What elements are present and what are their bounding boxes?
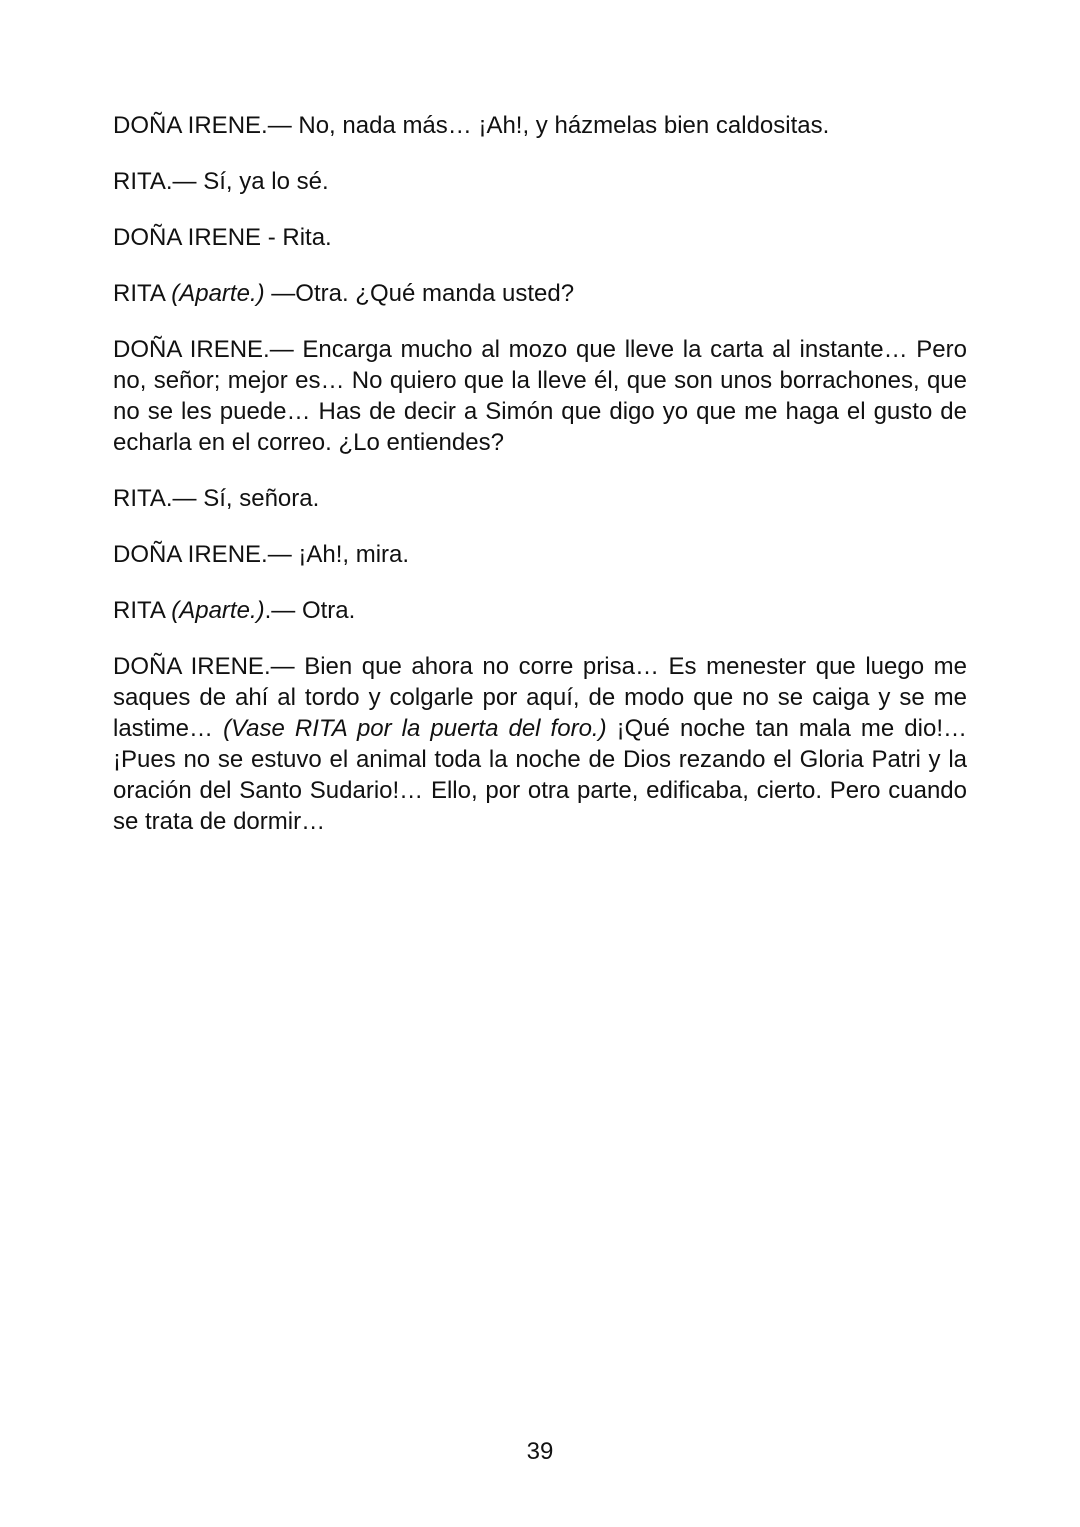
dialogue-text: DOÑA IRENE.— Encarga mucho al mozo que lleve la carta al instante… Pero no, señor; mejor es… No quiero que la lleve él, que son unos borrachones, que no se les puede… Has de decir a Simón que digo yo que me haga el gusto de echarla en el correo. ¿Lo entiendes? — [113, 336, 967, 456]
dialogue-text: DOÑA IRENE.— No, nada más… ¡Ah!, y házmelas bien caldositas. — [113, 112, 830, 139]
dialogue-text: .— Otra. — [264, 597, 356, 624]
stage-direction: (Vase RITA por la puerta del foro.) — [223, 715, 607, 742]
dialogue-line — [113, 483, 967, 514]
speaker-name: RITA — [113, 280, 172, 307]
play-text — [113, 110, 967, 862]
dialogue-line — [113, 651, 967, 837]
dialogue-text: RITA.— Sí, señora. — [113, 485, 320, 512]
dialogue-text: ¡Qué noche tan mala me dio!… ¡Pues no se estuvo el animal toda la noche de Dios rezando el Gloria Patri y la oración del Santo Sudario!… Ello, por otra parte, edificaba, cierto. Pero cuando se trata de dormir… — [113, 715, 967, 835]
dialogue-line — [113, 110, 967, 141]
dialogue-text: —Otra. ¿Qué manda usted? — [264, 280, 575, 307]
dialogue-text: DOÑA IRENE - Rita. — [113, 224, 332, 251]
dialogue-text: DOÑA IRENE.— ¡Ah!, mira. — [113, 541, 410, 568]
speaker-name: RITA — [113, 597, 172, 624]
dialogue-line — [113, 278, 967, 309]
dialogue-line — [113, 166, 967, 197]
dialogue-line — [113, 595, 967, 626]
dialogue-text: DOÑA IRENE.— Bien que ahora no corre prisa… Es menester que luego me saques de ahí al tordo y colgarle por aquí, de modo que no se caiga y se me lastime… — [113, 653, 967, 742]
dialogue-line — [113, 334, 967, 458]
dialogue-line — [113, 222, 967, 253]
dialogue-text: RITA.— Sí, ya lo sé. — [113, 168, 329, 195]
dialogue-line — [113, 539, 967, 570]
stage-direction: (Aparte.) — [171, 597, 265, 624]
stage-direction: (Aparte.) — [171, 280, 265, 307]
page-number: 39 — [526, 1438, 554, 1465]
